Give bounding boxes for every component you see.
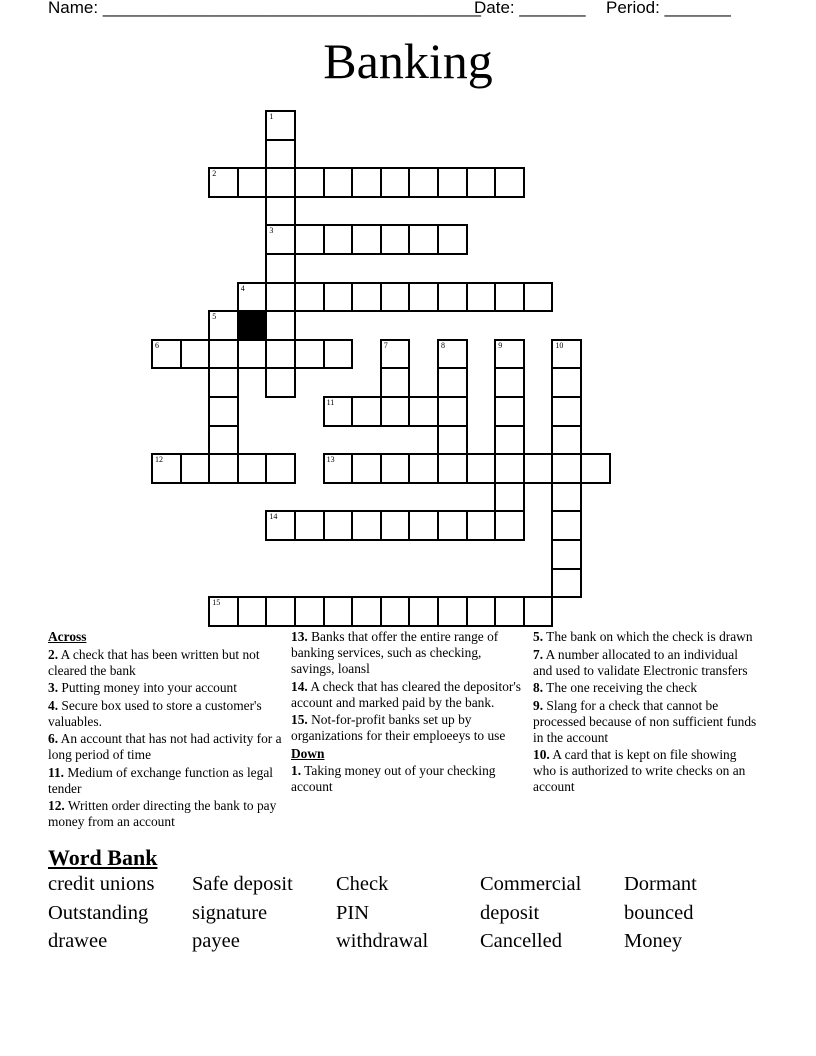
- grid-cell[interactable]: [494, 167, 525, 198]
- grid-cell[interactable]: [380, 396, 411, 427]
- grid-cell[interactable]: [351, 596, 382, 627]
- grid-cell[interactable]: [237, 339, 268, 370]
- grid-cell[interactable]: [523, 596, 554, 627]
- grid-cell[interactable]: [437, 510, 468, 541]
- word-bank-item: deposit: [480, 902, 540, 924]
- clue-down-7: 7. A number allocated to an individual and used to validate Electronic transfers: [533, 646, 748, 678]
- grid-cell[interactable]: [237, 453, 268, 484]
- grid-cell[interactable]: [323, 339, 354, 370]
- grid-cell[interactable]: [494, 425, 525, 456]
- grid-cell[interactable]: [380, 596, 411, 627]
- grid-cell[interactable]: [180, 339, 211, 370]
- clue-down-9: 9. Slang for a check that cannot be processed because of non sufficient funds in the account: [533, 697, 757, 745]
- grid-cell[interactable]: [208, 425, 239, 456]
- word-bank-item: signature: [192, 902, 268, 924]
- clue-number: 9: [498, 340, 503, 350]
- grid-cell[interactable]: [437, 367, 468, 398]
- clue-down-8: 8. The one receiving the check: [533, 680, 698, 695]
- grid-cell[interactable]: [265, 310, 296, 341]
- clue-across-6: 6. An account that has not had activity for a long period of time: [48, 731, 282, 762]
- grid-cell[interactable]: [237, 167, 268, 198]
- grid-cell[interactable]: [208, 167, 239, 198]
- date-field[interactable]: [474, 0, 586, 18]
- clue-number: 8: [441, 340, 445, 350]
- grid-cell[interactable]: [408, 167, 439, 198]
- clue-number: 2: [212, 169, 217, 179]
- date-label: Date:: [474, 0, 515, 17]
- clue-number: 1: [269, 112, 274, 121]
- clue-number: 13: [326, 455, 335, 465]
- word-bank-item: Safe deposit: [192, 873, 293, 895]
- grid-cell[interactable]: [323, 396, 354, 427]
- grid-cell[interactable]: [380, 224, 411, 255]
- grid-cell[interactable]: [294, 167, 325, 198]
- grid-cell[interactable]: [437, 339, 468, 370]
- grid-cell[interactable]: [408, 224, 439, 255]
- down-heading: Down: [291, 745, 325, 761]
- grid-cell[interactable]: [323, 596, 354, 627]
- word-bank-item: credit unions: [48, 873, 155, 895]
- word-bank-item: withdrawal: [336, 930, 429, 952]
- grid-cell[interactable]: [437, 224, 468, 255]
- grid-cell[interactable]: [380, 339, 411, 370]
- grid-cell[interactable]: [351, 453, 382, 484]
- clue-across-15: 15. Not-for-profit banks set up by organizations for their emploeeys to use: [291, 712, 506, 743]
- clue-across-12: 12. Written order directing the bank to pay money from an account: [48, 798, 277, 829]
- date-blank[interactable]: _______: [519, 0, 586, 17]
- clue-down-5: 5. The bank on which the check is drawn: [533, 629, 753, 644]
- name-blank[interactable]: ________________________________________: [102, 0, 481, 17]
- grid-cell[interactable]: [294, 510, 325, 541]
- grid-cell[interactable]: [437, 396, 468, 427]
- word-bank-item: drawee: [48, 930, 108, 952]
- grid-cell[interactable]: [151, 339, 182, 370]
- clue-down-10: 10. A card that is kept on file showing who is authorized to write checks on an account: [533, 747, 746, 794]
- clue-across-2: 2. A check that has been written but not cleared the bank: [48, 646, 260, 678]
- grid-cell[interactable]: [523, 282, 554, 313]
- across-heading: Across: [48, 629, 87, 644]
- clues-column-3: [533, 629, 759, 797]
- grid-cell[interactable]: [323, 282, 354, 313]
- word-bank-title: Word Bank: [48, 845, 158, 870]
- grid-cell[interactable]: [208, 339, 239, 370]
- word-bank-item: bounced: [624, 902, 694, 924]
- grid-cell[interactable]: [265, 139, 296, 170]
- clue-number: 11: [326, 398, 335, 407]
- grid-cell[interactable]: [551, 510, 582, 541]
- grid-cell[interactable]: [494, 282, 525, 313]
- word-bank-item: payee: [192, 930, 240, 952]
- grid-cell[interactable]: [265, 453, 296, 484]
- grid-cell[interactable]: [408, 282, 439, 313]
- word-bank-item: Dormant: [624, 873, 697, 895]
- grid-cell[interactable]: [294, 339, 325, 370]
- grid-cell[interactable]: [237, 282, 268, 313]
- grid-cell[interactable]: [408, 596, 439, 627]
- grid-cell[interactable]: [351, 167, 382, 198]
- period-field[interactable]: [606, 0, 731, 18]
- grid-cell[interactable]: [351, 224, 382, 255]
- grid-cell[interactable]: [408, 510, 439, 541]
- grid-cell[interactable]: [294, 282, 325, 313]
- grid-cell[interactable]: [494, 367, 525, 398]
- grid-cell[interactable]: [323, 167, 354, 198]
- clue-across-4: 4. Secure box used to store a customer's valuables.: [48, 697, 262, 729]
- grid-cell[interactable]: [466, 167, 497, 198]
- clue-down-1: 1. Taking money out of your checking account: [291, 763, 496, 794]
- name-label: Name:: [48, 0, 99, 17]
- clue-across-13: 13. Banks that offer the entire range of banking services, such as checking, savings, loansl: [291, 629, 499, 676]
- grid-cell[interactable]: [380, 167, 411, 198]
- grid-cell[interactable]: [551, 568, 582, 599]
- clue-number: 6: [155, 340, 159, 350]
- grid-cell[interactable]: [408, 453, 439, 484]
- grid-cell[interactable]: [551, 425, 582, 456]
- black-cell: [237, 310, 268, 341]
- grid-cell[interactable]: [466, 282, 497, 313]
- grid-cell[interactable]: [351, 282, 382, 313]
- grid-cell[interactable]: [351, 396, 382, 427]
- grid-cell[interactable]: [523, 453, 554, 484]
- word-bank-item: Check: [336, 873, 389, 895]
- clue-across-3: 3. Putting money into your account: [48, 680, 237, 695]
- grid-cell[interactable]: [494, 453, 525, 484]
- word-bank-item: Money: [624, 930, 683, 952]
- grid-cell[interactable]: [551, 367, 582, 398]
- grid-cell[interactable]: [494, 396, 525, 427]
- clue-number: 7: [383, 340, 388, 350]
- grid-cell[interactable]: [437, 425, 468, 456]
- grid-cell[interactable]: [437, 453, 468, 484]
- grid-cell[interactable]: [437, 596, 468, 627]
- word-bank-item: Outstanding: [48, 902, 149, 924]
- grid-cell[interactable]: [265, 224, 296, 255]
- grid-cell[interactable]: [351, 510, 382, 541]
- grid-cell[interactable]: [208, 596, 239, 627]
- word-bank-item: Cancelled: [480, 930, 562, 952]
- grid-cell[interactable]: [380, 367, 411, 398]
- clue-across-14: 14. A check that has cleared the depositor's account and marked paid by the bank.: [291, 678, 521, 710]
- grid-cell[interactable]: [208, 453, 239, 484]
- grid-cell[interactable]: [265, 110, 296, 141]
- grid-cell[interactable]: [466, 510, 497, 541]
- grid-cell[interactable]: [494, 482, 525, 513]
- grid-cell[interactable]: [208, 396, 239, 427]
- period-blank[interactable]: _______: [664, 0, 731, 17]
- grid-cell[interactable]: [294, 224, 325, 255]
- grid-cell[interactable]: [466, 596, 497, 627]
- clues-column-1: [48, 629, 284, 832]
- clue-number: 4: [240, 283, 245, 293]
- grid-cell[interactable]: [494, 510, 525, 541]
- clue-number: 3: [269, 226, 274, 236]
- clue-number: 5: [212, 312, 217, 322]
- grid-cell[interactable]: [323, 453, 354, 484]
- grid-cell[interactable]: [380, 510, 411, 541]
- period-label: Period:: [606, 0, 660, 17]
- grid-cell[interactable]: [208, 367, 239, 398]
- grid-cell[interactable]: [408, 396, 439, 427]
- page-title: Banking: [323, 33, 493, 89]
- grid-cell[interactable]: [265, 339, 296, 370]
- grid-cell[interactable]: [265, 167, 296, 198]
- grid-cell[interactable]: [265, 510, 296, 541]
- clue-across-11: 11. Medium of exchange function as legal tender: [48, 764, 273, 796]
- grid-cell[interactable]: [466, 453, 497, 484]
- grid-cell[interactable]: [265, 367, 296, 398]
- grid-cell[interactable]: [265, 282, 296, 313]
- clue-number: 10: [555, 340, 564, 350]
- grid-cell[interactable]: [551, 453, 582, 484]
- grid-cell[interactable]: [180, 453, 211, 484]
- clue-number: 14: [269, 512, 278, 522]
- grid-cell[interactable]: [551, 482, 582, 513]
- grid-cell[interactable]: [151, 453, 182, 484]
- grid-cell[interactable]: [294, 596, 325, 627]
- grid-cell[interactable]: [237, 596, 268, 627]
- grid-cell[interactable]: [265, 596, 296, 627]
- grid-cell[interactable]: [494, 339, 525, 370]
- grid-cell[interactable]: [380, 282, 411, 313]
- grid-cell[interactable]: [437, 167, 468, 198]
- grid-cell[interactable]: [580, 453, 611, 484]
- grid-cell[interactable]: [551, 396, 582, 427]
- grid-cell[interactable]: [208, 310, 239, 341]
- name-field[interactable]: [48, 0, 481, 18]
- grid-cell[interactable]: [323, 510, 354, 541]
- grid-cell[interactable]: [437, 282, 468, 313]
- word-bank-item: PIN: [336, 902, 370, 924]
- grid-cell[interactable]: [265, 196, 296, 227]
- grid-cell[interactable]: [494, 596, 525, 627]
- grid-cell[interactable]: [265, 253, 296, 284]
- grid-cell[interactable]: [323, 224, 354, 255]
- word-bank-item: Commercial: [480, 873, 582, 895]
- grid-cell[interactable]: [380, 453, 411, 484]
- clues-column-2: [291, 629, 527, 797]
- grid-cell[interactable]: [551, 539, 582, 570]
- clue-number: 15: [212, 598, 221, 608]
- grid-cell[interactable]: [551, 339, 582, 370]
- clue-number: 12: [155, 455, 163, 465]
